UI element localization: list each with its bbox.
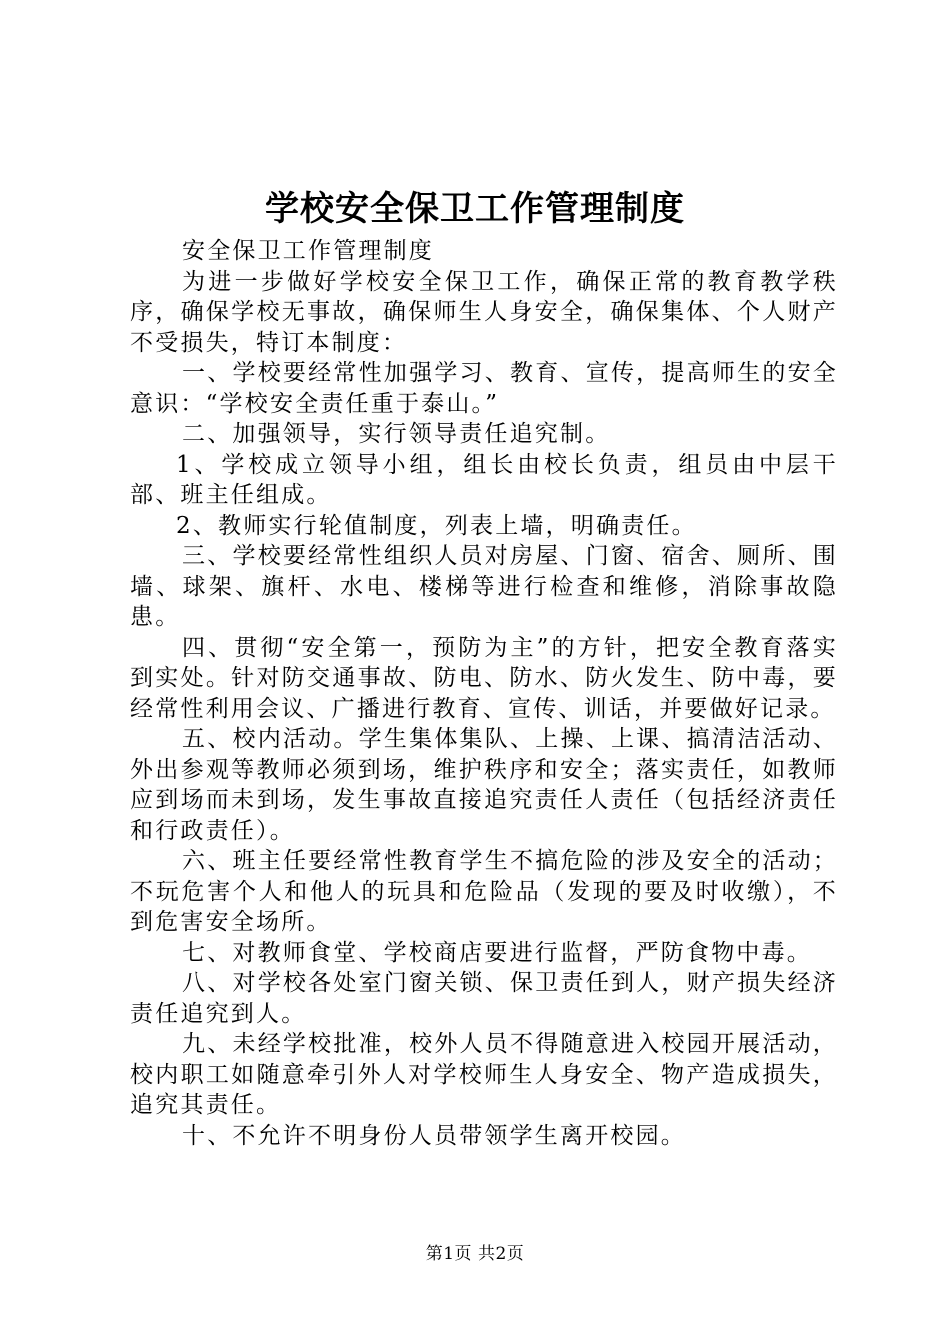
paragraph-item-8: 八、对学校各处室门窗关锁、保卫责任到人，财产损失经济责任追究到人。 [130,970,838,1027]
paragraph-item-3: 三、学校要经常性组织人员对房屋、门窗、宿舍、厕所、围墙、球架、旗杆、水电、楼梯等进行检查和维修，消除事故隐患。 [130,543,838,630]
document-title: 学校安全保卫工作管理制度 [265,189,685,229]
paragraph-intro: 为进一步做好学校安全保卫工作，确保正常的教育教学秩序，确保学校无事故，确保师生人身安全，确保集体、个人财产不受损失，特订本制度： [130,268,838,356]
paragraph-item-2-1: 1、学校成立领导小组，组长由校长负责，组员由中层干部、班主任组成。 [130,451,838,508]
paragraph-item-10: 十、不允许不明身份人员带领学生离开校园。 [182,1122,686,1149]
paragraph-item-4: 四、贯彻“安全第一，预防为主”的方针，把安全教育落实到实处。针对防交通事故、防电、防水、防火发生、防中毒，要经常性利用会议、广播进行教育、宣传、训话，并要做好记录。 [130,634,838,722]
paragraph-item-2-2: 2、教师实行轮值制度，列表上墙，明确责任。 [176,512,697,539]
paragraph-item-1: 一、学校要经常性加强学习、教育、宣传，提高师生的安全意识：“学校安全责任重于泰山。” [130,360,838,417]
page-footer: 第1页 共2页 [425,1244,525,1264]
paragraph-item-6: 六、班主任要经常性教育学生不搞危险的涉及安全的活动；不玩危害个人和他人的玩具和危险品（发现的要及时收缴），不到危害安全场所。 [130,848,838,935]
paragraph-item-2: 二、加强领导，实行领导责任追究制。 [182,421,611,447]
document-body [130,236,838,1151]
paragraph-item-5: 五、校内活动。学生集体集队、上操、上课、搞清洁活动、外出参观等教师必须到场，维护秩序和安全；落实责任，如教师应到场而未到场，发生事故直接追究责任人责任（包括经济责任和行政责任）。 [130,726,838,844]
paragraph-subtitle: 安全保卫工作管理制度 [182,238,434,264]
paragraph-item-7: 七、对教师食堂、学校商店要进行监督，严防食物中毒。 [182,939,812,966]
paragraph-item-9: 九、未经学校批准，校外人员不得随意进入校园开展活动，校内职工如随意牵引外人对学校师生人身安全、物产造成损失，追究其责任。 [130,1031,838,1118]
